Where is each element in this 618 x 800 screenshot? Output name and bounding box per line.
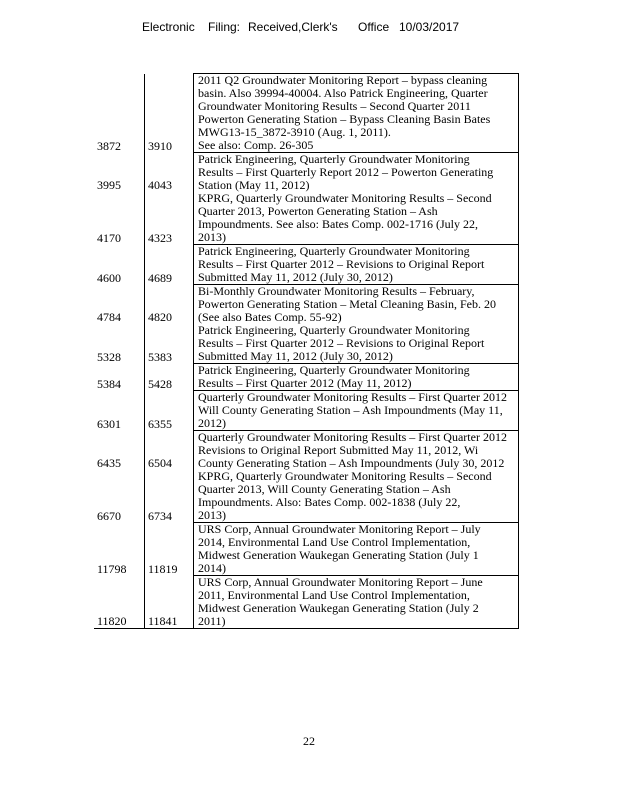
description-line: County Generating Station – Ash Impoundments (July 30, 2012 <box>198 456 505 470</box>
table-row <box>94 74 519 153</box>
description-line: Patrick Engineering, Quarterly Groundwater Monitoring <box>198 324 470 337</box>
document-description <box>194 364 519 391</box>
bates-end: 6734 <box>145 470 194 523</box>
bates-start: 4170 <box>94 192 145 245</box>
description-line: Powerton Generating Station – Bypass Cleaning Basin Bates <box>198 112 491 126</box>
table-row <box>94 364 519 391</box>
description-line: Impoundments. Also: Bates Comp. 002-1838 (July 22, <box>198 495 461 509</box>
header-received: Received,Clerk's <box>248 20 338 34</box>
description-line: Will County Generating Station – Ash Impoundments (May 11, <box>198 403 503 417</box>
description-line: Quarter 2013, Powerton Generating Station – Ash <box>198 204 438 218</box>
table-row <box>94 192 519 245</box>
description-line: Patrick Engineering, Quarterly Groundwater Monitoring <box>198 152 470 166</box>
description-line: Station (May 11, 2012) <box>198 178 310 192</box>
table-row <box>94 576 519 629</box>
description-line: (See also Bates Comp. 55-92) <box>198 310 342 324</box>
document-description <box>194 470 519 523</box>
bates-index-table <box>94 73 519 629</box>
document-description <box>194 245 519 285</box>
bates-start: 11820 <box>94 576 145 629</box>
description-line: Quarter 2013, Will County Generating Station – Ash <box>198 482 451 496</box>
table-row <box>94 324 519 364</box>
document-description <box>194 523 519 576</box>
description-line: Midwest Generation Waukegan Generating Station (July 1 <box>198 548 479 562</box>
description-line: Submitted May 11, 2012 (July 30, 2012) <box>198 349 393 363</box>
description-line: 2013) <box>198 508 226 522</box>
table-row <box>94 470 519 523</box>
description-line: Impoundments. See also: Bates Comp. 002-1716 (July 22, <box>198 217 478 231</box>
header-filing: Filing: <box>208 20 241 34</box>
description-line: Bi-Monthly Groundwater Monitoring Results – February, <box>198 284 475 298</box>
bates-end: 11841 <box>145 576 194 629</box>
document-description <box>194 431 519 471</box>
description-line: Patrick Engineering, Quarterly Groundwater Monitoring <box>198 363 470 377</box>
description-line: Results – First Quarterly Report 2012 – Powerton Generating <box>198 165 494 179</box>
description-line: KPRG, Quarterly Groundwater Monitoring Results – Second <box>198 192 492 205</box>
description-line: Submitted May 11, 2012 (July 30, 2012) <box>198 270 393 284</box>
document-description <box>194 324 519 364</box>
description-line: 2011 Q2 Groundwater Monitoring Report – bypass cleaning <box>198 73 488 87</box>
document-description <box>194 74 519 153</box>
description-line: See also: Comp. 26-305 <box>198 138 314 152</box>
description-line: Midwest Generation Waukegan Generating Station (July 2 <box>198 601 479 615</box>
bates-end: 4689 <box>145 245 194 285</box>
bates-end: 5428 <box>145 364 194 391</box>
table-row <box>94 285 519 325</box>
bates-start: 6301 <box>94 391 145 431</box>
description-line: Results – First Quarter 2012 – Revisions to Original Report <box>198 257 485 271</box>
description-line: Revisions to Original Report Submitted May 11, 2012, Wi <box>198 443 479 457</box>
bates-end: 4820 <box>145 285 194 325</box>
description-line: 2013) <box>198 230 226 244</box>
table-row <box>94 431 519 471</box>
document-description <box>194 391 519 431</box>
page-number: 22 <box>303 734 315 748</box>
description-line: Groundwater Monitoring Results – Second Quarter 2011 <box>198 99 471 113</box>
description-line: Results – First Quarter 2012 (May 11, 2012) <box>198 376 412 390</box>
description-line: 2011, Environmental Land Use Control Implementation, <box>198 588 470 602</box>
description-line: MWG13-15_3872-3910 (Aug. 1, 2011). <box>198 125 391 139</box>
bates-start: 11798 <box>94 523 145 576</box>
description-line: Quarterly Groundwater Monitoring Results – First Quarter 2012 <box>198 430 507 444</box>
bates-end: 4323 <box>145 192 194 245</box>
bates-end: 3910 <box>145 74 194 153</box>
table-row <box>94 153 519 193</box>
bates-start: 3872 <box>94 74 145 153</box>
description-line: basin. Also 39994-40004. Also Patrick Engineering, Quarter <box>198 86 488 100</box>
bates-start: 6670 <box>94 470 145 523</box>
bates-start: 5328 <box>94 324 145 364</box>
description-line: Powerton Generating Station – Metal Cleaning Basin, Feb. 20 <box>198 297 496 311</box>
table-body <box>94 74 519 629</box>
bates-end: 11819 <box>145 523 194 576</box>
header-electronic: Electronic <box>142 20 195 34</box>
description-line: URS Corp, Annual Groundwater Monitoring Report – July <box>198 522 481 536</box>
table-row <box>94 245 519 285</box>
document-description <box>194 576 519 629</box>
bates-start: 4784 <box>94 285 145 325</box>
bates-end: 4043 <box>145 153 194 193</box>
document-description <box>194 192 519 245</box>
table-row <box>94 523 519 576</box>
bates-start: 3995 <box>94 153 145 193</box>
bates-end: 6504 <box>145 431 194 471</box>
bates-end: 6355 <box>145 391 194 431</box>
description-line: 2011) <box>198 614 226 628</box>
description-line: 2012) <box>198 416 226 430</box>
description-line: KPRG, Quarterly Groundwater Monitoring Results – Second <box>198 470 492 483</box>
description-line: Results – First Quarter 2012 – Revisions to Original Report <box>198 336 485 350</box>
description-line: URS Corp, Annual Groundwater Monitoring Report – June <box>198 575 483 589</box>
table-row <box>94 391 519 431</box>
description-line: Quarterly Groundwater Monitoring Results – First Quarter 2012 <box>198 390 507 404</box>
header-office: Office <box>358 20 390 34</box>
document-description <box>194 153 519 193</box>
description-line: 2014, Environmental Land Use Control Implementation, <box>198 535 471 549</box>
header-date: 10/03/2017 <box>399 20 460 34</box>
description-line: Patrick Engineering, Quarterly Groundwater Monitoring <box>198 244 470 258</box>
description-line: 2014) <box>198 561 226 575</box>
bates-end: 5383 <box>145 324 194 364</box>
document-description <box>194 285 519 325</box>
bates-start: 4600 <box>94 245 145 285</box>
bates-start: 6435 <box>94 431 145 471</box>
bates-start: 5384 <box>94 364 145 391</box>
